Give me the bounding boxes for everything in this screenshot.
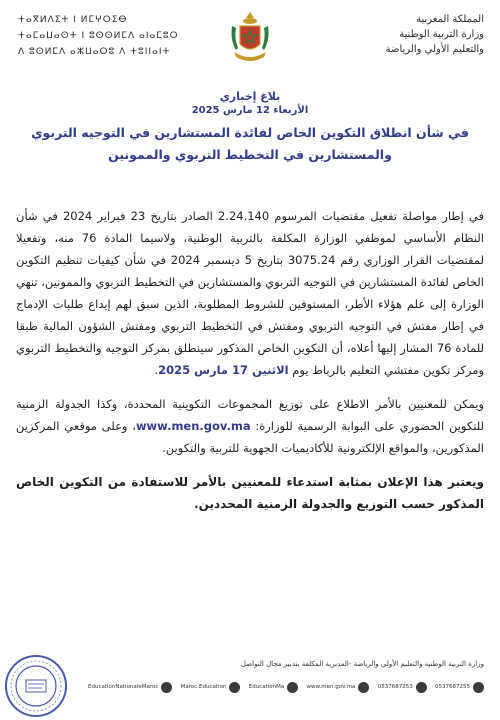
- footer: [0, 648, 500, 720]
- contact-website[interactable]: www.men.gov.ma: [307, 682, 370, 693]
- press-release-heading: [0, 90, 500, 166]
- ministry-name-tifinagh-1: ⵜⴰⵎⴰⵡⴰⵙⵜ ⵏ ⵓⵙⵙⵍⵎⴷ ⴰⵏⴰⵎⵓⵔ: [18, 31, 179, 41]
- contact-youtube[interactable]: EducationMa: [249, 682, 299, 693]
- kingdom-name-tifinagh: ⵜⴰⴳⵍⴷⵉⵜ ⵏ ⵍⵎⵖⵔⵉⴱ: [18, 15, 128, 25]
- start-date-highlight: الاثنين 17 مارس 2025: [158, 363, 289, 377]
- letterhead-arabic: [334, 12, 484, 57]
- letterhead-tifinagh: [18, 12, 179, 60]
- footer-ministry-line: وزارة التربية الوطنية والتعليم الأولي والرياضة -المديرية المكلفة بتدبير مجال التواصل: [240, 660, 484, 668]
- youtube-icon: [287, 682, 298, 693]
- ministry-name-tifinagh-2: ⴷ ⵓⵙⵍⵎⴷ ⴰⵣⵡⴰⵔⵓ ⴷ ⵜⵓⵏⵏⴰⵏⵜ: [18, 47, 171, 57]
- contact-phone-2: 0537687253: [378, 682, 427, 693]
- ministry-name-arabic-1: وزارة التربية الوطنية: [399, 29, 484, 40]
- subject-line-2: والمستشارين في التخطيط التربوي والممونين: [108, 147, 392, 162]
- globe-icon: [358, 682, 369, 693]
- paragraph-2: [16, 393, 484, 459]
- ministry-website-link[interactable]: www.men.gov.ma: [135, 419, 251, 433]
- instagram-icon: [229, 682, 240, 693]
- official-stamp-icon: [4, 654, 68, 718]
- facebook-icon: [161, 682, 172, 693]
- paragraph-2-text-a: ويمكن للمعنيين بالأمر الاطلاع على توزيع المجموعات التكوينية المحددة، وكذا الجدولة الزمنية للتكوين الحضوري على البوابة الرسمية للوزارة:: [16, 397, 484, 433]
- release-date: الأربعاء 12 مارس 2025: [191, 105, 309, 116]
- contact-facebook[interactable]: EducationNationaleMaroc: [88, 682, 172, 693]
- paragraph-3: ويعتبر هذا الإعلان بمثابة استدعاء للمعنيين بالأمر للاستفادة من التكوين الخاص المذكور حسب التوزيع والجدولة الزمنية المحددين.: [16, 475, 484, 511]
- paragraph-2-text-b: ، وعلى موقعي المركزين المذكورين، والمواقع الإلكترونية للأكاديميات الجهوية للتربية والتكوين.: [16, 419, 484, 455]
- coat-of-arms-icon: [228, 10, 272, 66]
- paragraph-1-end: .: [154, 363, 159, 377]
- subject-line-1: في شأن انطلاق التكوين الخاص لفائدة المستشارين في التوجيه التربوي: [31, 125, 469, 140]
- phone-icon: [473, 682, 484, 693]
- contact-bar: [88, 678, 484, 696]
- letterhead: [0, 0, 500, 90]
- paragraph-1-text: في إطار مواصلة تفعيل مقتضيات المرسوم 2.24.140 الصادر بتاريخ 23 فبراير 2024 في شأن النظام الأساسي لموظفي الوزارة المكلفة بالتربية الوطنية، ولاسيما المادة 76 منه، وتفعيلا لمقتضيات القرار الوزاري رقم 3075.24 بتاريخ 5 ديسمبر 2024 في شأن كيفيات تنظيم التكوين الخاص لفائدة المستشارين في التوجيه التربوي والمستشارين في التخطيط التربوي والممونين، تنهي الوزارة إلى علم هؤلاء الأطر، المستوفين للشروط المطلوبة، الذين سبق لهم إيداع طلبات الإدماج في إطار مفتش في التوجيه التربوي ومفتش في التخطيط التربوي ومفتش الشؤون المالية طبقا للمادة 76 المشار إليها أعلاه، أن التكوين الخاص المذكور سينطلق بمركز التوجيه والتخطيط التربوي ومركز تكوين مفتشي التعليم بالرباط يوم: [15, 209, 485, 377]
- ministry-name-arabic-2: والتعليم الأولي والرياضة: [385, 44, 484, 55]
- phone-icon: [416, 682, 427, 693]
- release-label: بلاغ إخباري: [219, 90, 281, 103]
- paragraph-1: [16, 205, 484, 381]
- release-body: [16, 205, 484, 527]
- contact-instagram[interactable]: Maroc.Education: [181, 682, 241, 693]
- kingdom-name-arabic: المملكة المغربية: [416, 14, 484, 25]
- contact-phone-1: 0537687255: [435, 682, 484, 693]
- release-subject: [0, 122, 500, 166]
